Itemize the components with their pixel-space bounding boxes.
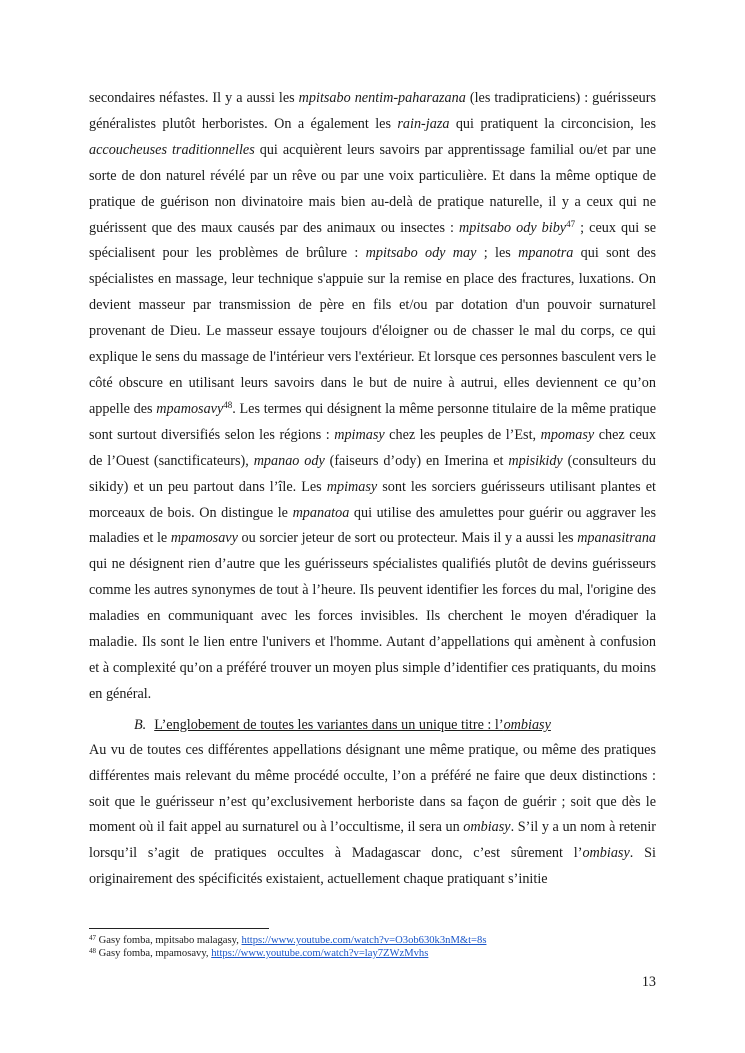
term: mpimasy — [334, 426, 385, 443]
body-text — [89, 86, 656, 893]
footnote-separator — [89, 928, 269, 929]
section-heading — [134, 713, 656, 738]
term: mpanasitrana — [577, 530, 657, 547]
term: mpomasy — [540, 426, 595, 443]
footnotes — [89, 934, 669, 960]
paragraph-1: secondaires néfastes. Il y a aussi les mpitsabo nentim-paharazana (les tradipraticiens) : guérisseurs généralistes plutôt herboristes. On a également les rain-jaza qui pratiquent la circoncision, les accoucheuses traditionnelles qui acquièrent leurs savoirs par apprentissage familial ou/et par une sorte de don naturel révélé par un rêve ou par une voix particulière. Et dans la même optique de pratique de guérison non divinatoire mais bien au-delà de pratique naturelle, il y a ceux qui ne guérissent que des maux causés par des animaux ou insectes : mpitsabo ody biby$^{47}$ ; ceux qui se spécialisent pour les problèmes de brûlure : mpitsabo ody may ; les mpanotra qui sont des spécialistes en massage, leur technique s'appuie sur la remise en place des fractures, luxations. On devient masseur par transmission de père en fils et/ou par dotation d'un pouvoir surnaturel provenant de Dieu. Le masseur essaye toujours d'éloigner ou de chasser le mal du corps, ce qui explique le sens du massage de l'intérieur vers l'extérieur. Et lorsque ces personnes basculent vers le côté obscure en utilisant leurs savoirs dans le but de nuire à autrui, elles deviennent ce qu’on appelle des mpamosavy$^{48}$. Les termes qui désignent la même personne titulaire de la même pratique sont surtout diversifiés selon les régions : mpimasy chez les peuples de l’Est, mpomasy chez ceux de l’Ouest (sanctificateurs), mpanao ody (faiseurs d’ody) en Imerina et mpisikidy (consulteurs du sikidy) et un peu partout dans l’île. Les mpimasy sont les sorciers guérisseurs utilisant plantes et morceaux de bois. On distingue le mpanatoa qui utilise des amulettes pour guérir ou aggraver les maladies et le mpamosavy ou sorcier jeteur de sort ou protecteur. Mais il y a aussi les mpanasitrana qui ne désignent rien d’autre que les guérisseurs spécialistes qualifiés plutôt de devins guérisseurs comme les autres synonymes de tout à l’heure. Ils peuvent identifier les forces du mal, l'origine des maladies en communiquant avec les forces invisibles. Ils cherchent le moyen d'éradiquer la maladie. Ils sont le lien entre l'univers et l'homme. Autant d’appellations qui amènent à confusion et à complexité qu’on a préféré trouver un moyen plus simple d’identifier ces pratiquants, du moins en général. — [89, 90, 657, 702]
term: mpamosavy — [170, 530, 238, 547]
term: mpitsabo ody biby — [459, 219, 567, 236]
term: mpanao ody — [253, 452, 325, 469]
footnote-ref-47[interactable]: 47 — [566, 218, 576, 229]
term: rain-jaza — [397, 115, 450, 132]
term: mpisikidy — [508, 452, 563, 469]
paragraph-2: Au vu de toutes ces différentes appellations désignant une même pratique, ou même des pratiques différentes mais relevant du même procédé occulte, l’on a préféré ne faire que deux distinctions : soit que le guérisseur n’est qu’exclusivement herboriste dans sa façon de guérir ; soit que dès le moment où il fait appel au surnaturel ou à l’occultisme, il sera un ombiasy. S’il y a un nom à retenir lorsqu’il s’agit de pratiques occultes à Madagascar donc, c’est sûrement l’ombiasy. Si originairement des spécificités existaient, actuellement chaque pratiquant s’initie — [89, 741, 656, 888]
term: accoucheuses traditionnelles — [89, 141, 255, 158]
footnote-ref-48[interactable]: 48 — [223, 399, 233, 410]
term: ombiasy — [463, 819, 511, 836]
page-number: 13 — [641, 974, 656, 990]
term: mpitsabo nentim-paharazana — [298, 90, 466, 106]
section-letter: B. — [134, 716, 147, 733]
footnote-link[interactable]: https://www.youtube.com/watch?v=lay7ZWzMvhs — [211, 948, 429, 959]
section-title: L’englobement de toutes les variantes dans un unique titre : l’ombiasy — [154, 716, 551, 733]
term: mpimasy — [326, 478, 378, 495]
footnote-link[interactable]: https://www.youtube.com/watch?v=O3ob630k3nM&t=8s — [241, 935, 487, 946]
term: mpanotra — [518, 245, 574, 262]
term: mpitsabo ody may — [365, 245, 477, 262]
term: ombiasy — [582, 845, 630, 862]
term: mpanatoa — [292, 504, 350, 521]
footnote-47: $^{47}$ Gasy fomba, mpitsabo malagasy, https://www.youtube.com/watch?v=O3ob630k3nM&t=8s — [89, 934, 487, 946]
term: mpamosavy — [156, 400, 224, 417]
footnote-48: $^{48}$ Gasy fomba, mpamosavy, https://www.youtube.com/watch?v=lay7ZWzMvhs — [89, 947, 429, 959]
